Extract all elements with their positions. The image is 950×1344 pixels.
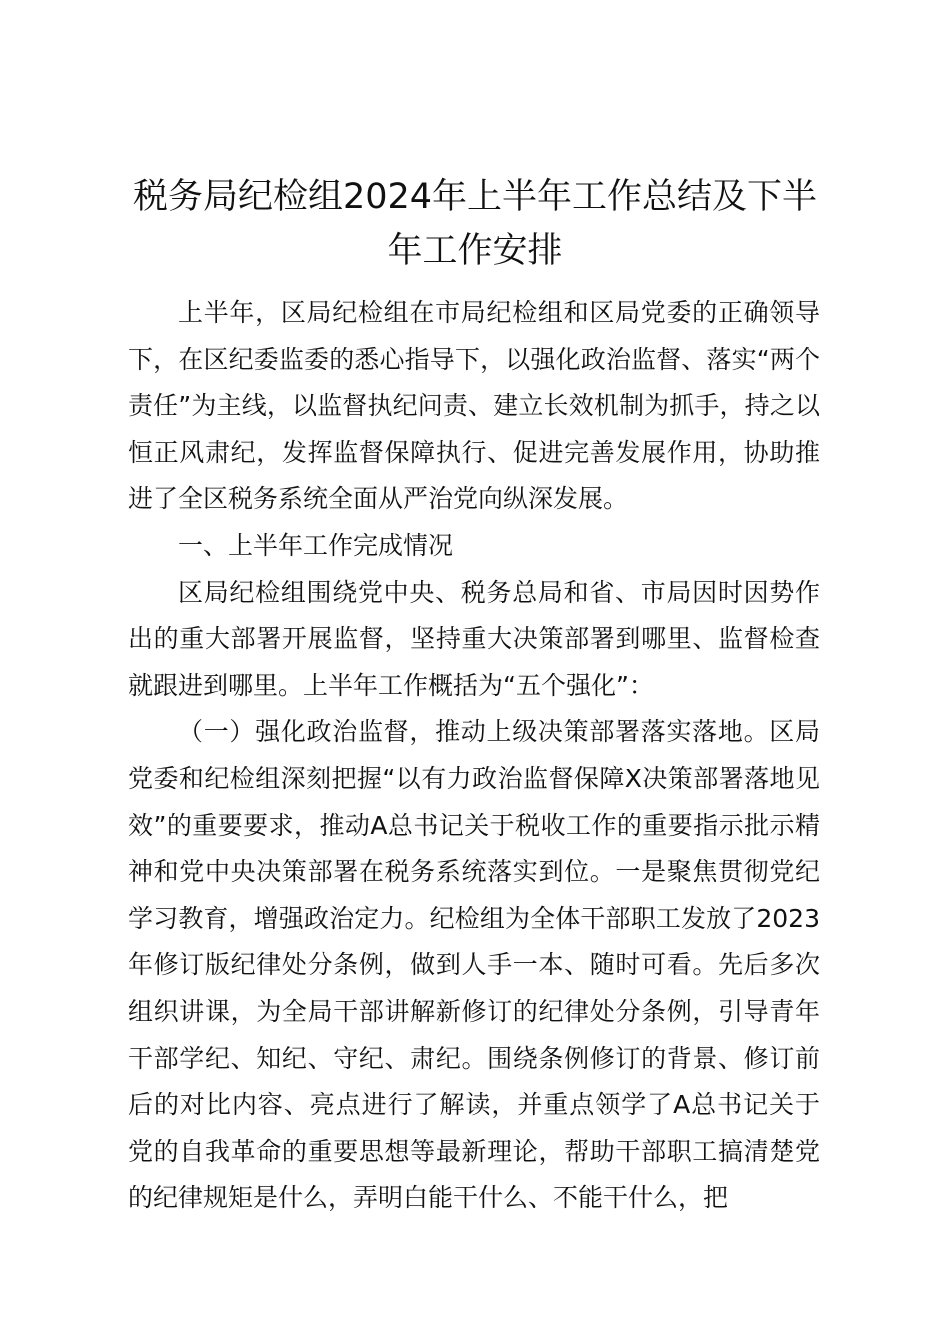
paragraph-overview: 区局纪检组围绕党中央、税务总局和省、市局因时因势作出的重大部署开展监督，坚持重大决策部署到哪里、监督检查就跟进到哪里。上半年工作概括为“五个强化”： [128,577,820,700]
section-heading-1: 一、上半年工作完成情况 [178,530,454,560]
paragraph-intro: 上半年，区局纪检组在市局纪检组和区局党委的正确领导下，在区纪委监委的悉心指导下，以强化政治监督、落实“两个责任”为主线，以监督执纪问责、建立长效机制为抓手，持之以恒正风肃纪，发挥监督保障执行、促进完善发展作用，协助推进了全区税务系统全面从严治党向纵深发展。 [128,298,820,514]
document-body [128,290,820,1222]
document-title: 税务局纪检组2024年上半年工作总结及下半年工作安排 [132,177,818,271]
paragraph-political-supervision: （一）强化政治监督，推动上级决策部署落实落地。区局党委和纪检组深刻把握“以有力政治监督保障X决策部署落地见效”的重要要求，推动A总书记关于税收工作的重要指示批示精神和党中央决策部署在税务系统落实到位。一是聚焦贯彻党纪学习教育，增强政治定力。纪检组为全体干部职工发放了2023年修订版纪律处分条例，做到人手一本、随时可看。先后多次组织讲课，为全局干部讲解新修订的纪律处分条例，引导青年干部学纪、知纪、守纪、肃纪。围绕条例修订的背景、修订前后的对比内容、亮点进行了解读，并重点领学了A总书记关于党的自我革命的重要思想等最新理论，帮助干部职工搞清楚党的纪律规矩是什么，弄明白能干什么、不能干什么，把 [128,717,820,1213]
